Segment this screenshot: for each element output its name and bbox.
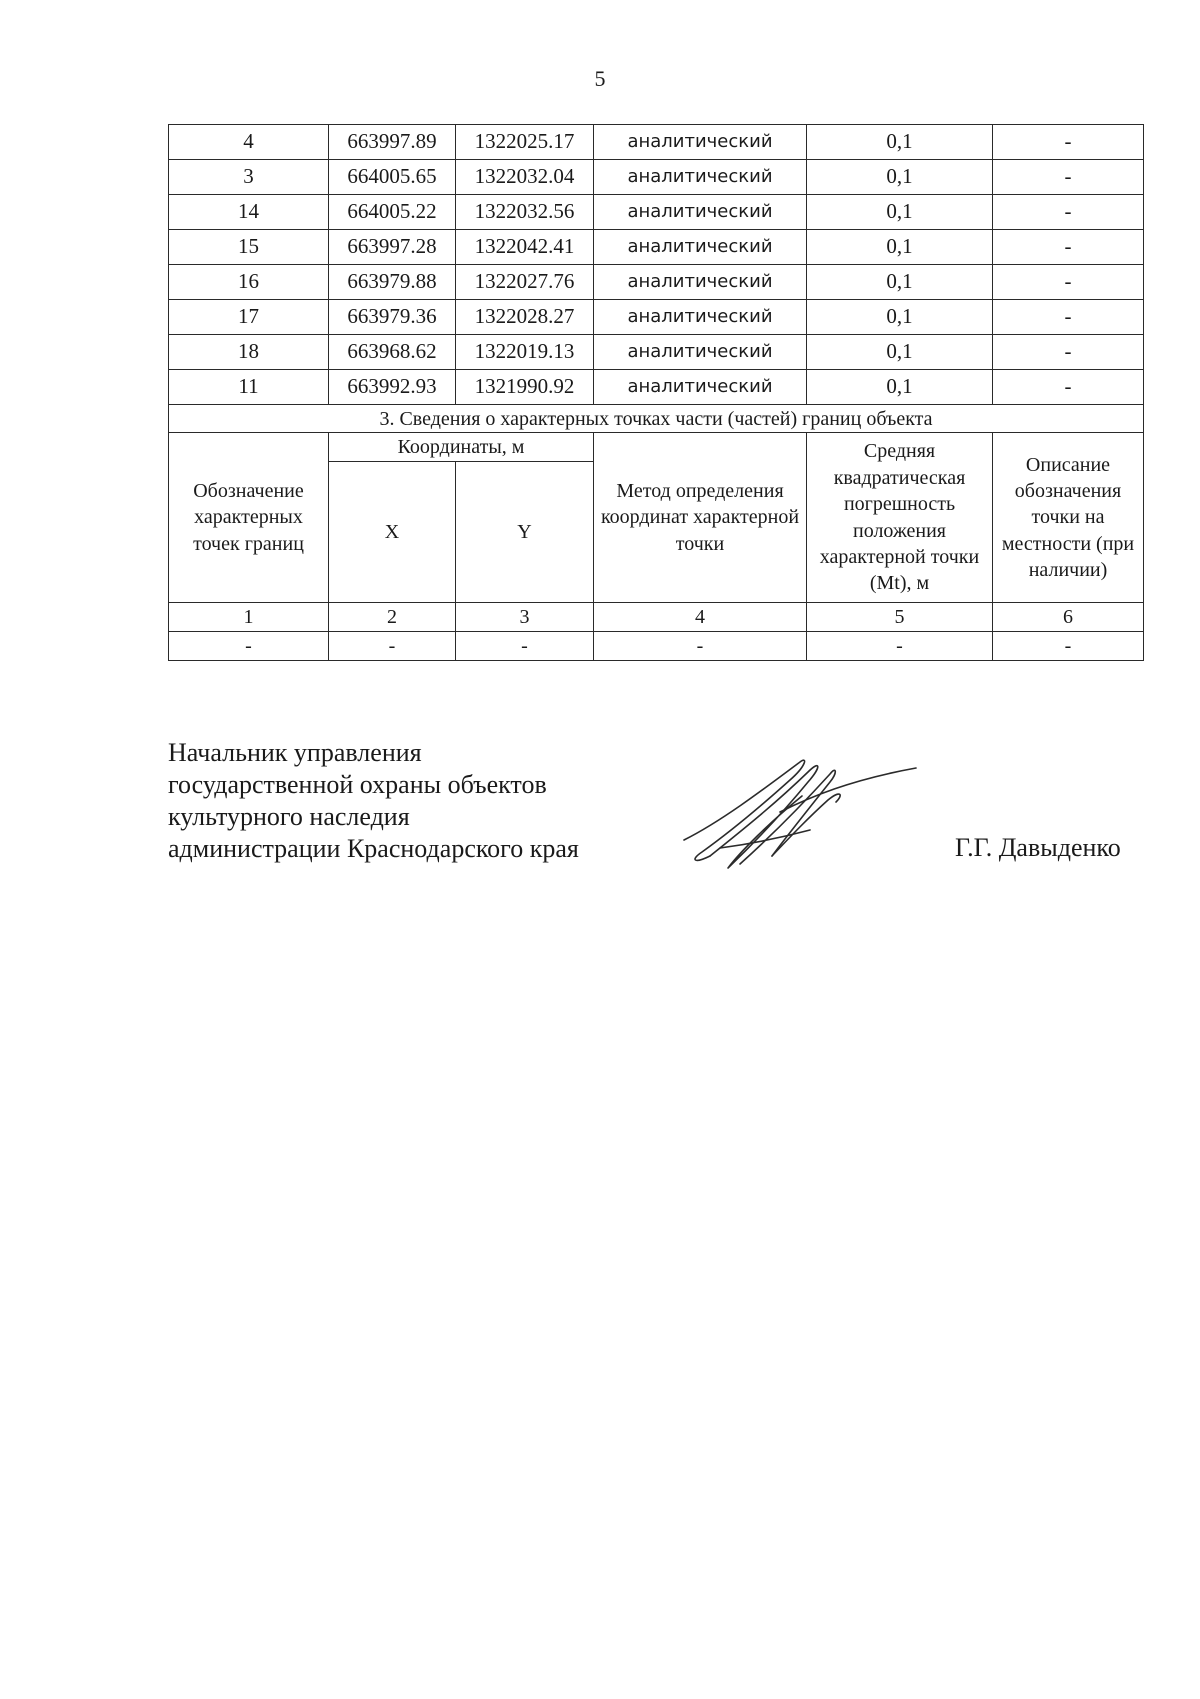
error-cell: 0,1: [807, 335, 993, 370]
method-cell: аналитический: [594, 230, 807, 265]
point-cell: 3: [169, 160, 329, 195]
section-3-title-row: [169, 405, 1144, 433]
x-cell: 663979.88: [329, 265, 456, 300]
method-cell: аналитический: [594, 160, 807, 195]
column-number: 6: [993, 603, 1144, 632]
error-cell: 0,1: [807, 300, 993, 335]
table-row: [169, 335, 1144, 370]
page-number: 5: [594, 66, 606, 91]
description-cell: -: [993, 230, 1144, 265]
x-cell: 663968.62: [329, 335, 456, 370]
empty-cell: -: [594, 632, 807, 661]
section-3-title: 3. Сведения о характерных точках части (частей) границ объекта: [169, 405, 1144, 433]
signatory-title-line: культурного наследия: [168, 802, 410, 831]
header-designation: Обозначение характерных точек границ: [169, 433, 329, 603]
error-cell: 0,1: [807, 195, 993, 230]
table-row: [169, 300, 1144, 335]
point-cell: 17: [169, 300, 329, 335]
description-cell: -: [993, 195, 1144, 230]
y-cell: 1322032.56: [456, 195, 594, 230]
point-cell: 16: [169, 265, 329, 300]
empty-cell: -: [329, 632, 456, 661]
header-x: X: [329, 462, 456, 603]
header-description: Описание обозначения точки на местности (при наличии): [993, 433, 1144, 603]
error-cell: 0,1: [807, 160, 993, 195]
y-cell: 1322032.04: [456, 160, 594, 195]
table-row: [169, 160, 1144, 195]
column-number: 5: [807, 603, 993, 632]
signatory-title: [168, 737, 579, 865]
x-cell: 663997.89: [329, 125, 456, 160]
column-numbers-row: [169, 603, 1144, 632]
coordinates-table: [168, 124, 1144, 661]
method-cell: аналитический: [594, 265, 807, 300]
point-cell: 14: [169, 195, 329, 230]
section-3-header-row-1: [169, 433, 1144, 462]
description-cell: -: [993, 335, 1144, 370]
header-y: Y: [456, 462, 594, 603]
table-row: [169, 370, 1144, 405]
y-cell: 1322019.13: [456, 335, 594, 370]
column-number: 1: [169, 603, 329, 632]
signatory-title-line: государственной охраны объектов: [168, 770, 547, 799]
point-cell: 18: [169, 335, 329, 370]
description-cell: -: [993, 300, 1144, 335]
method-cell: аналитический: [594, 125, 807, 160]
method-cell: аналитический: [594, 300, 807, 335]
table-row: [169, 230, 1144, 265]
handwritten-signature: [680, 752, 920, 877]
table-row: [169, 195, 1144, 230]
signatory-title-line: администрации Краснодарского края: [168, 834, 579, 863]
x-cell: 663979.36: [329, 300, 456, 335]
y-cell: 1322025.17: [456, 125, 594, 160]
description-cell: -: [993, 370, 1144, 405]
description-cell: -: [993, 125, 1144, 160]
empty-cell: -: [169, 632, 329, 661]
method-cell: аналитический: [594, 195, 807, 230]
x-cell: 664005.65: [329, 160, 456, 195]
table-row: [169, 125, 1144, 160]
y-cell: 1321990.92: [456, 370, 594, 405]
method-cell: аналитический: [594, 370, 807, 405]
error-cell: 0,1: [807, 370, 993, 405]
signatory-title-line: Начальник управления: [168, 738, 422, 767]
y-cell: 1322027.76: [456, 265, 594, 300]
header-method: Метод определения координат характерной точки: [594, 433, 807, 603]
description-cell: -: [993, 265, 1144, 300]
column-number: 3: [456, 603, 594, 632]
error-cell: 0,1: [807, 265, 993, 300]
coordinates-table-body: [169, 125, 1144, 661]
header-coordinates: Координаты, м: [329, 433, 594, 462]
y-cell: 1322028.27: [456, 300, 594, 335]
method-cell: аналитический: [594, 335, 807, 370]
description-cell: -: [993, 160, 1144, 195]
x-cell: 663992.93: [329, 370, 456, 405]
signatory-name: Г.Г. Давыденко: [955, 833, 1121, 862]
column-number: 2: [329, 603, 456, 632]
table-row: [169, 265, 1144, 300]
x-cell: 664005.22: [329, 195, 456, 230]
error-cell: 0,1: [807, 125, 993, 160]
empty-data-row: [169, 632, 1144, 661]
error-cell: 0,1: [807, 230, 993, 265]
point-cell: 4: [169, 125, 329, 160]
empty-cell: -: [807, 632, 993, 661]
header-error: Средняя квадратическая погрешность положения характерной точки (Mt), м: [807, 433, 993, 603]
empty-cell: -: [993, 632, 1144, 661]
point-cell: 11: [169, 370, 329, 405]
column-number: 4: [594, 603, 807, 632]
x-cell: 663997.28: [329, 230, 456, 265]
point-cell: 15: [169, 230, 329, 265]
empty-cell: -: [456, 632, 594, 661]
y-cell: 1322042.41: [456, 230, 594, 265]
